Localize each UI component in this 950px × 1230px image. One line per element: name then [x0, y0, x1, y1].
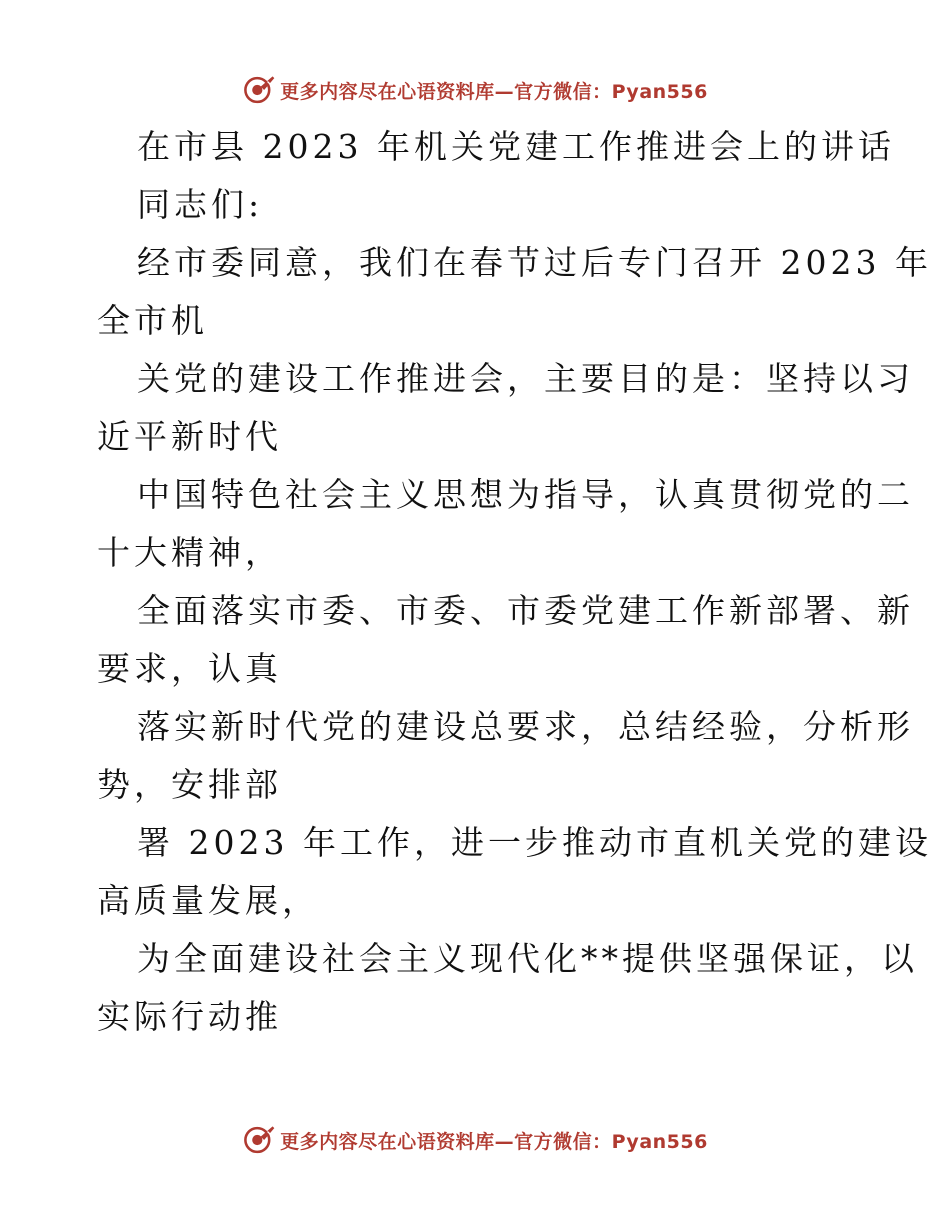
paragraph-line: 为全面建设社会主义现代化**提供坚强保证，以	[137, 939, 918, 978]
document-body	[97, 118, 932, 1046]
paragraph-line: 中国特色社会主义思想为指导，认真贯彻党的二	[137, 475, 914, 514]
banner-text: 更多内容尽在心语资料库—官方微信：Pyan556	[280, 80, 708, 103]
paragraph-line-continuation: 高质量发展，	[97, 881, 319, 920]
paragraph-line-continuation: 十大精神，	[97, 533, 282, 572]
footer-banner	[0, 1120, 950, 1160]
pen-nib-logo-icon	[242, 73, 276, 107]
paragraph-line: 署 2023 年工作，进一步推动市直机关党的建设	[137, 823, 932, 862]
paragraph-line-continuation: 势，安排部	[97, 765, 282, 804]
paragraph-line-continuation: 全市机	[97, 301, 208, 340]
document-title: 在市县 2023 年机关党建工作推进会上的讲话	[137, 127, 895, 166]
banner-text: 更多内容尽在心语资料库—官方微信：Pyan556	[280, 1130, 708, 1153]
paragraph-line: 落实新时代党的建设总要求，总结经验，分析形	[137, 707, 914, 746]
pen-nib-logo-icon	[242, 1123, 276, 1157]
paragraph-line-continuation: 近平新时代	[97, 417, 282, 456]
paragraph-line: 经市委同意，我们在春节过后专门召开 2023 年	[137, 243, 932, 282]
paragraph-line: 关党的建设工作推进会，主要目的是：坚持以习	[137, 359, 914, 398]
paragraph-line-continuation: 要求，认真	[97, 649, 282, 688]
header-banner	[0, 70, 950, 110]
salutation: 同志们:	[137, 185, 264, 224]
paragraph-line: 全面落实市委、市委、市委党建工作新部署、新	[137, 591, 914, 630]
paragraph-line-continuation: 实际行动推	[97, 997, 282, 1036]
